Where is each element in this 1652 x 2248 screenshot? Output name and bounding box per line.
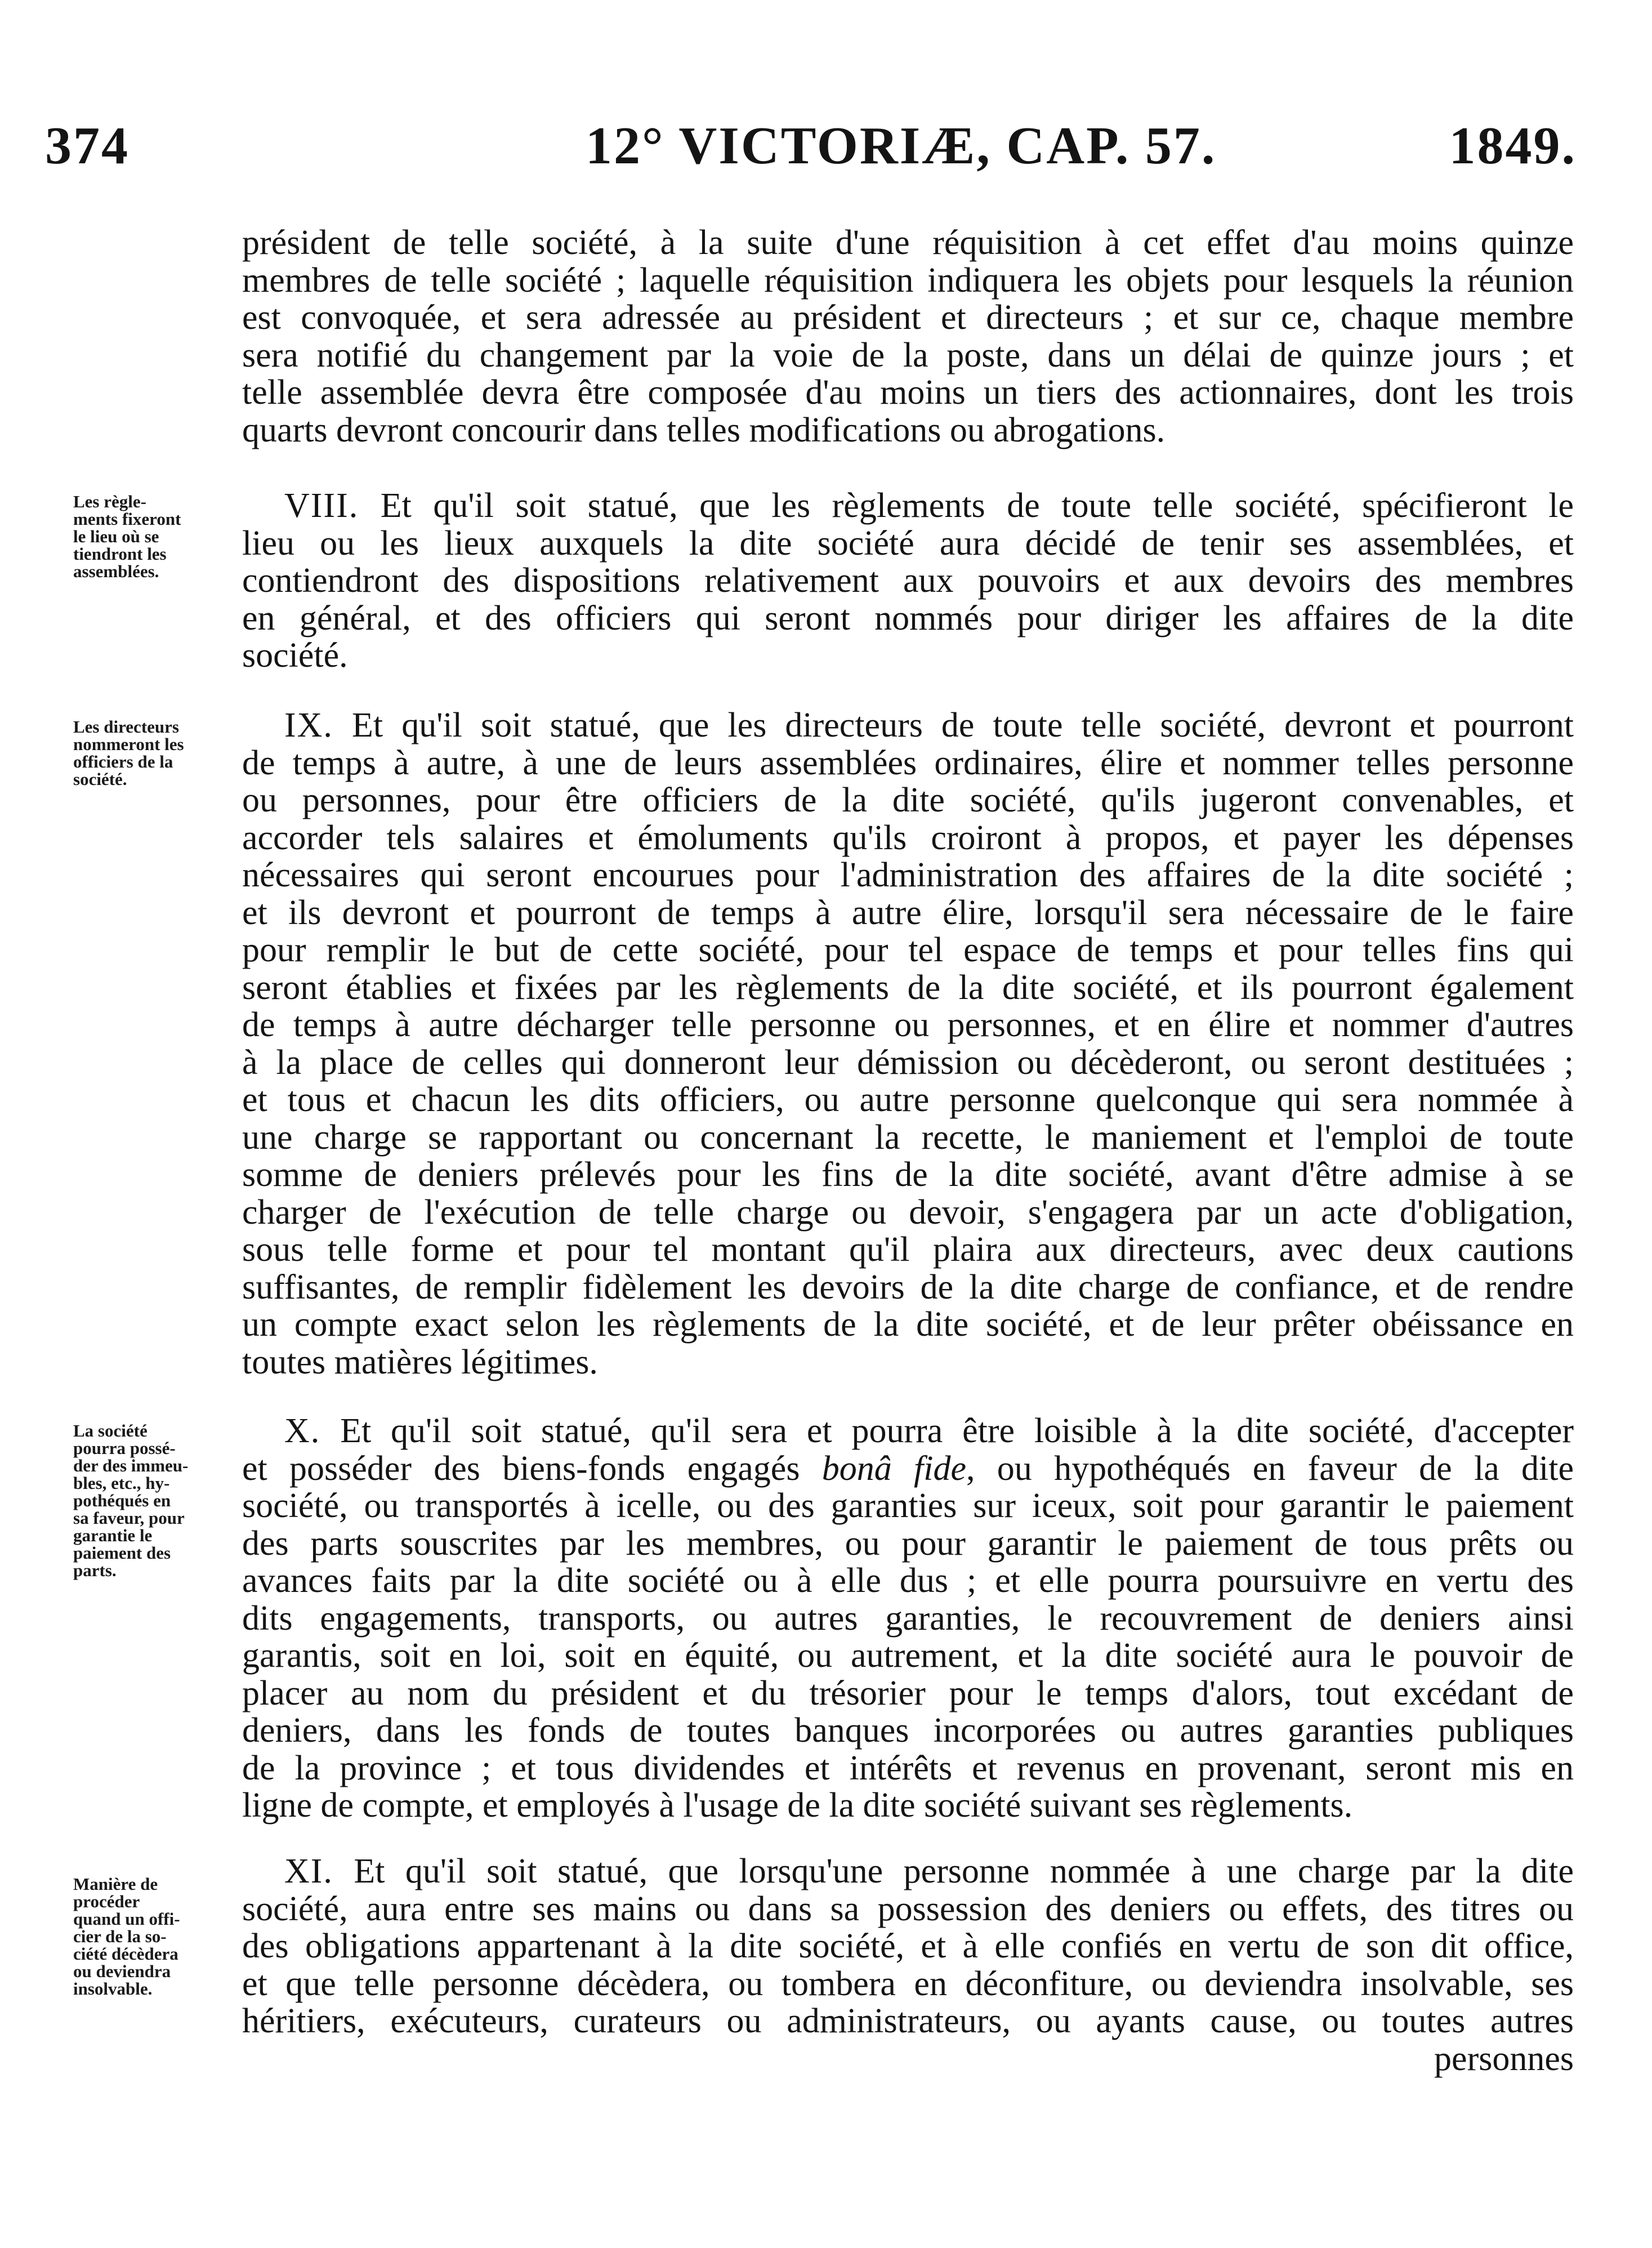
text-line <box>242 1412 1574 1450</box>
text-line: seront établies et fixées par les règlements de la dite société, et ils pourront également <box>242 968 1574 1007</box>
text-line: lieu ou les lieux auxquels la dite société aura décidé de tenir ses assemblées, et <box>242 524 1574 563</box>
margin-line: cier de la so- <box>73 1926 167 1946</box>
text-line: ligne de compte, et employés à l'usage de la dite société suivant ses règlements. <box>242 1786 1353 1825</box>
margin-line: ou deviendra <box>73 1961 171 1981</box>
margin-line: parts. <box>73 1560 117 1580</box>
text-line: charger de l'exécution de telle charge ou devoir, s'engagera par un acte d'obligation, <box>242 1193 1574 1232</box>
section-number: X. <box>284 1412 321 1450</box>
text-line: des parts souscrites par les membres, ou pour garantir le paiement de tous prêts ou <box>242 1524 1574 1563</box>
page-header <box>45 115 1577 177</box>
margin-note-section-10 <box>73 1422 242 1579</box>
text-line: président de telle société, à la suite d'une réquisition à cet effet d'au moins quinze <box>242 224 1574 262</box>
margin-line: bles, etc., hy- <box>73 1473 170 1493</box>
text-line: un compte exact selon les règlements de la dite société, et de leur prêter obéissance en <box>242 1305 1574 1344</box>
text-line: des obligations appartenant à la dite société, et à elle confiés en vertu de son dit office, <box>242 1927 1574 1965</box>
text-line: toutes matières légitimes. <box>242 1342 598 1381</box>
margin-note-section-9 <box>73 718 242 788</box>
margin-line: Manière de <box>73 1874 158 1894</box>
margin-line: sa faveur, pour <box>73 1508 185 1528</box>
section-11 <box>242 1853 1574 2077</box>
margin-line: La société <box>73 1421 148 1440</box>
text-line: de la province ; et tous dividendes et intérêts et revenus en provenant, seront mis en <box>242 1749 1574 1787</box>
margin-line: nommeront les <box>73 734 184 754</box>
text-line: sera notifié du changement par la voie de la poste, dans un délai de quinze jours ; et <box>242 336 1574 374</box>
margin-note-section-11 <box>73 1875 242 1997</box>
text-line <box>242 707 1574 744</box>
text-line: placer au nom du président et du trésorier pour le temps d'alors, tout excédant de <box>242 1674 1574 1712</box>
margin-line: procéder <box>73 1892 140 1911</box>
margin-line: ments fixeront <box>73 509 181 529</box>
catchword: personnes <box>1434 2039 1574 2078</box>
text-line: telle assemblée devra être composée d'au moins un tiers des actionnaires, dont les trois <box>242 373 1574 412</box>
section-first-line: Et qu'il soit statué, que les directeurs de toute telle société, devront et pourront <box>352 706 1574 744</box>
margin-note-section-8 <box>73 493 242 580</box>
text-line: somme de deniers prélevés pour les fins de la dite société, avant d'être admise à se <box>242 1156 1574 1194</box>
section-10 <box>242 1412 1574 1825</box>
section-first-line: Et qu'il soit statué, que lorsqu'une personne nommée à une charge par la dite <box>354 1852 1574 1890</box>
margin-line: Les directeurs <box>73 717 179 737</box>
text-line: nécessaires qui seront encourues pour l'administration des affaires de la dite société ; <box>242 856 1574 894</box>
text-line: et tous et chacun les dits officiers, ou autre personne quelconque qui sera nommée à <box>242 1081 1574 1119</box>
margin-line: société. <box>73 769 127 789</box>
section-8 <box>242 487 1574 675</box>
text-line: est convoquée, et sera adressée au président et directeurs ; et sur ce, chaque membre <box>242 298 1574 337</box>
text-line: société. <box>242 636 348 675</box>
margin-line: garantie le <box>73 1526 153 1545</box>
text-line: avances faits par la dite société ou à elle dus ; et elle pourra poursuivre en vertu des <box>242 1562 1574 1600</box>
margin-line: der des immeu- <box>73 1456 189 1475</box>
intro-paragraph <box>242 224 1574 449</box>
margin-line: insolvable. <box>73 1979 153 1999</box>
margin-line: pothéqués en <box>73 1491 171 1510</box>
text-line: quarts devront concourir dans telles modifications ou abrogations. <box>242 411 1166 449</box>
text-line: héritiers, exécuteurs, curateurs ou administrateurs, ou ayants cause, ou toutes autres <box>242 2002 1574 2040</box>
text-line <box>242 487 1574 525</box>
text-line <box>242 1853 1574 1890</box>
section-first-line: Et qu'il soit statué, que les règlements de toute telle société, spécifieront le <box>380 487 1574 525</box>
section-number: VIII. <box>284 487 359 525</box>
text-line: sous telle forme et pour tel montant qu'il plaira aux directeurs, avec deux cautions <box>242 1230 1574 1269</box>
margin-line: pourra possé- <box>73 1438 176 1458</box>
margin-line: assemblées. <box>73 561 159 581</box>
running-title: 12° VICTORIÆ, CAP. 57. <box>586 117 1217 175</box>
section-9 <box>242 707 1574 1381</box>
text-line: à la place de celles qui donneront leur démission ou décèderont, ou seront destituées ; <box>242 1043 1574 1082</box>
text-line: ou personnes, pour être officiers de la dite société, qu'ils jugeront convenables, et <box>242 781 1574 819</box>
margin-line: paiement des <box>73 1543 171 1563</box>
text-line: pour remplir le but de cette société, pour tel espace de temps et pour telles fins qui <box>242 931 1574 969</box>
text-line: en général, et des officiers qui seront nommés pour diriger les affaires de la dite <box>242 599 1574 637</box>
text-line: de temps à autre décharger telle personne ou personnes, et en élire et nommer d'autres <box>242 1006 1574 1044</box>
text-line: accorder tels salaires et émoluments qu'ils croiront à propos, et payer les dépenses <box>242 818 1574 857</box>
text-line: suffisantes, de remplir fidèlement les devoirs de la dite charge de confiance, et de rendre <box>242 1268 1574 1306</box>
page-number: 374 <box>45 117 130 175</box>
text-line: et posséder des biens-fonds engagés bonâ fide, ou hypothéqués en faveur de la dite <box>242 1449 1574 1488</box>
section-first-line: Et qu'il soit statué, qu'il sera et pourra être loisible à la dite société, d'accepter <box>340 1412 1574 1450</box>
margin-line: Les règle- <box>73 492 146 511</box>
margin-line: officiers de la <box>73 752 173 771</box>
text-line: et que telle personne décèdera, ou tombera en déconfiture, ou deviendra insolvable, ses <box>242 1964 1574 2003</box>
italic-phrase: bonâ fide <box>821 1449 967 1488</box>
text-line: et ils devront et pourront de temps à autre élire, lorsqu'il sera nécessaire de le faire <box>242 893 1574 932</box>
margin-line: ciété décèdera <box>73 1944 178 1964</box>
margin-line: quand un offi- <box>73 1909 180 1929</box>
text-line: garantis, soit en loi, soit en équité, ou autrement, et la dite société aura le pouvoir de <box>242 1636 1574 1675</box>
text-line: société, aura entre ses mains ou dans sa possession des deniers ou effets, des titres ou <box>242 1889 1574 1928</box>
margin-line: tiendront les <box>73 544 167 564</box>
margin-line: le lieu où se <box>73 527 159 546</box>
page-year: 1849. <box>1449 117 1577 175</box>
section-number: XI. <box>284 1852 333 1890</box>
text-line: deniers, dans les fonds de toutes banques incorporées ou autres garanties publiques <box>242 1711 1574 1750</box>
text-line: contiendront des dispositions relativement aux pouvoirs et aux devoirs des membres <box>242 561 1574 600</box>
text-line: membres de telle société ; laquelle réquisition indiquera les objets pour lesquels la réunion <box>242 261 1574 300</box>
text-line: de temps à autre, à une de leurs assemblées ordinaires, élire et nommer telles personne <box>242 743 1574 782</box>
text-line: une charge se rapportant ou concernant la recette, le maniement et l'emploi de toute <box>242 1118 1574 1157</box>
text-line: société, ou transportés à icelle, ou des garanties sur iceux, soit pour garantir le paiement <box>242 1487 1574 1525</box>
section-number: IX. <box>284 706 333 744</box>
text-line: dits engagements, transports, ou autres garanties, le recouvrement de deniers ainsi <box>242 1599 1574 1638</box>
